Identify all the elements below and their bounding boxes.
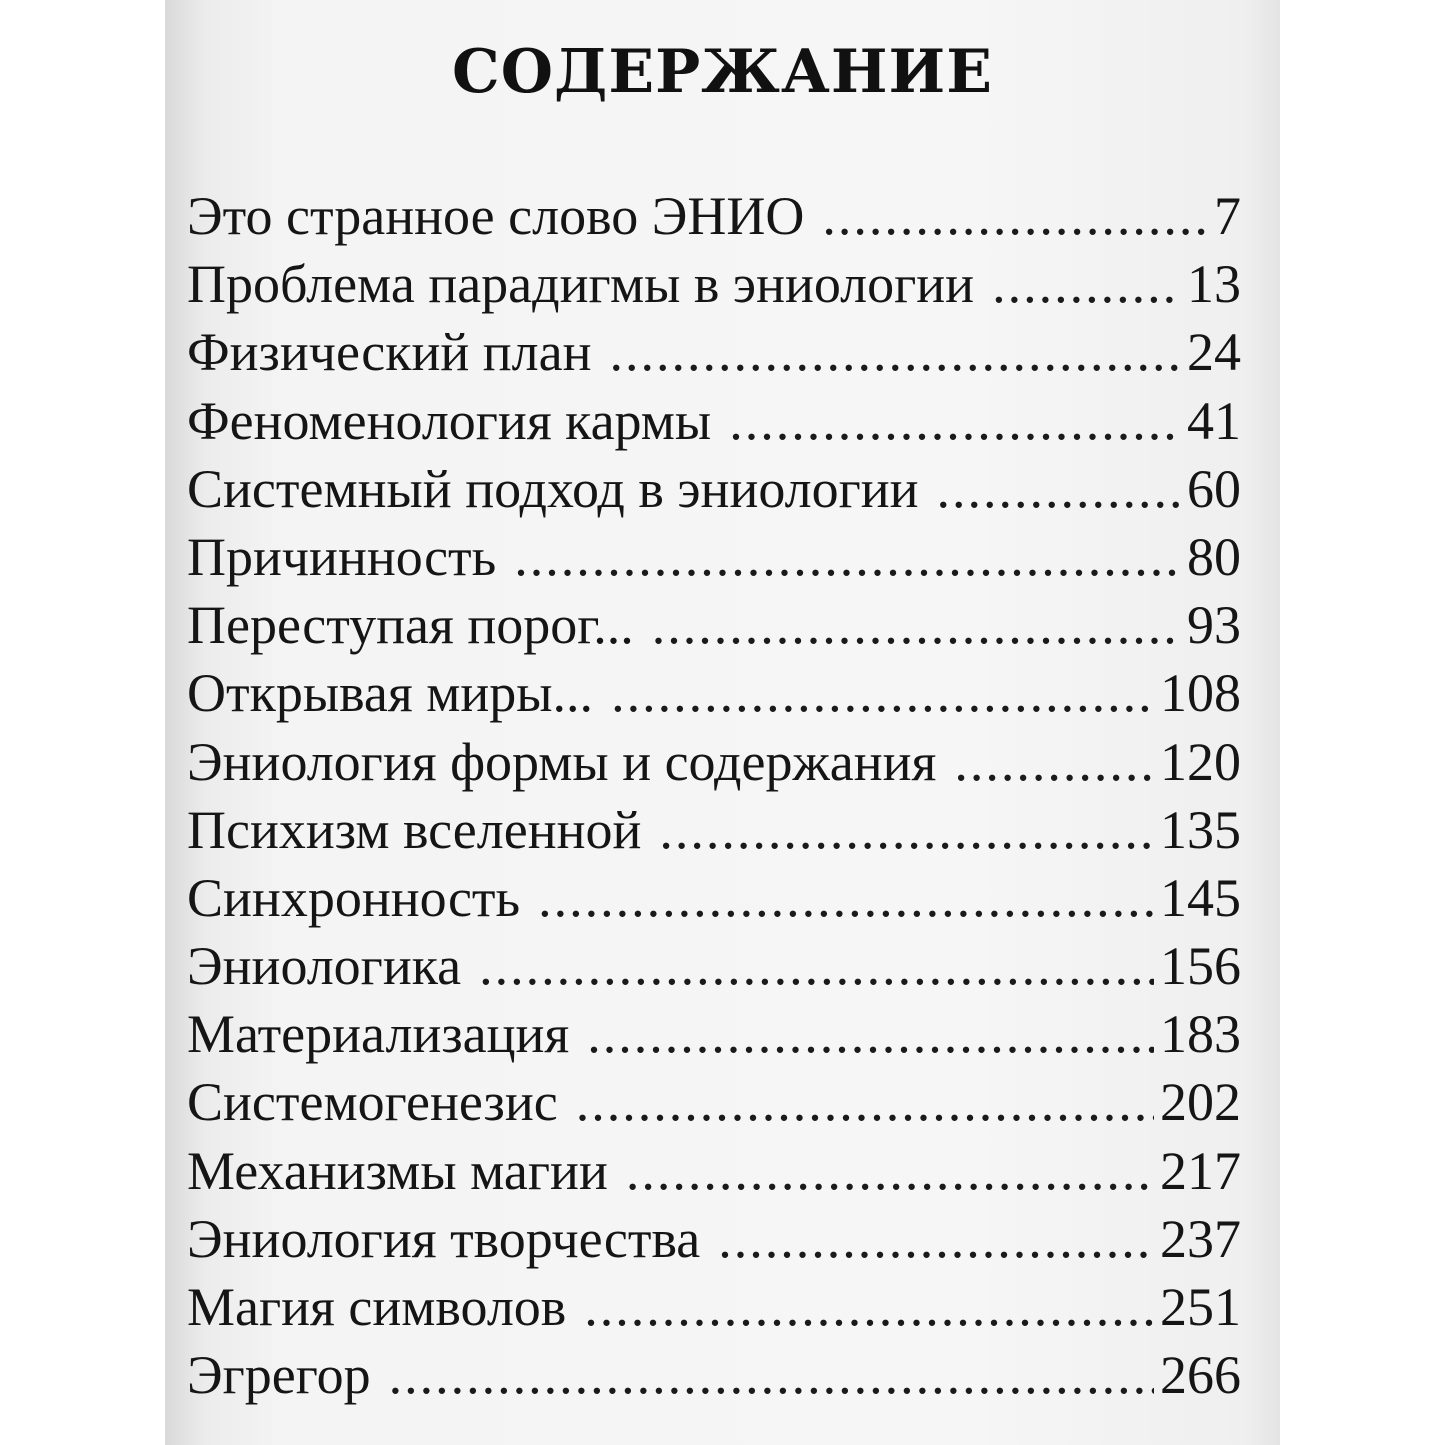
toc-entry-page: 41 xyxy=(1187,390,1241,451)
toc-entry xyxy=(187,1000,1241,1068)
toc-entry-title: Механизмы магии xyxy=(187,1140,608,1201)
toc-entry xyxy=(187,250,1241,318)
toc-entry-page: 183 xyxy=(1160,1004,1241,1065)
toc-entry-page: 217 xyxy=(1160,1140,1241,1201)
toc-dot-leader xyxy=(954,728,1154,796)
toc-dot-leader xyxy=(626,1137,1154,1205)
table-of-contents xyxy=(187,182,1241,1409)
toc-entry-page: 24 xyxy=(1187,322,1241,383)
toc-entry xyxy=(187,1273,1241,1341)
toc-dot-leader xyxy=(718,1205,1154,1273)
toc-entry-page: 60 xyxy=(1187,458,1241,519)
toc-entry-page: 93 xyxy=(1187,595,1241,656)
toc-entry-title: Магия символов xyxy=(187,1277,567,1337)
toc-entry-page: 145 xyxy=(1160,867,1241,928)
toc-entry xyxy=(187,318,1241,386)
toc-entry-title: Эниологика xyxy=(187,936,462,997)
toc-entry-page: 266 xyxy=(1160,1345,1241,1406)
toc-entry xyxy=(187,1137,1241,1205)
toc-entry-page: 237 xyxy=(1160,1208,1241,1269)
toc-entry xyxy=(187,796,1241,864)
toc-entry-title: Эниология творчества xyxy=(187,1208,701,1269)
toc-entry xyxy=(187,1205,1241,1273)
toc-entry-title: Материализация xyxy=(187,1004,570,1065)
toc-dot-leader xyxy=(652,591,1181,659)
toc-entry-title: Системогенезис xyxy=(187,1072,558,1133)
toc-entry-page: 135 xyxy=(1160,799,1241,860)
toc-entry xyxy=(187,1068,1241,1136)
toc-entry-title: Эниология формы и содержания xyxy=(187,731,937,792)
toc-entry-page: 108 xyxy=(1160,663,1241,724)
toc-entry xyxy=(187,387,1241,455)
toc-dot-leader xyxy=(729,387,1181,455)
toc-dot-leader xyxy=(822,182,1208,250)
toc-entry-title: Физический план xyxy=(187,322,592,383)
toc-entry-page: 251 xyxy=(1160,1277,1241,1337)
toc-entry xyxy=(187,1341,1241,1409)
toc-entry-page: 156 xyxy=(1160,936,1241,997)
toc-dot-leader xyxy=(584,1273,1154,1341)
toc-dot-leader xyxy=(576,1068,1154,1136)
toc-dot-leader xyxy=(587,1000,1154,1068)
toc-dot-leader xyxy=(538,864,1154,932)
toc-entry-title: Феноменология кармы xyxy=(187,390,712,451)
toc-dot-leader xyxy=(479,932,1154,1000)
toc-entry-title: Это странное слово ЭНИО xyxy=(187,186,805,246)
toc-dot-leader xyxy=(389,1341,1154,1409)
toc-dot-leader xyxy=(611,659,1154,727)
toc-entry xyxy=(187,523,1241,591)
toc-entry-title: Психизм вселенной xyxy=(187,799,642,860)
toc-entry-title: Причинность xyxy=(187,526,497,587)
toc-entry xyxy=(187,455,1241,523)
page-title: СОДЕРЖАНИЕ xyxy=(452,37,993,107)
toc-entry xyxy=(187,182,1241,250)
toc-entry xyxy=(187,864,1241,932)
toc-entry xyxy=(187,932,1241,1000)
toc-entry-page: 202 xyxy=(1160,1072,1241,1133)
toc-entry-page: 120 xyxy=(1160,731,1241,792)
toc-entry-page: 13 xyxy=(1187,254,1241,315)
toc-entry-title: Синхронность xyxy=(187,867,521,928)
toc-entry-title: Проблема парадигмы в эниологии xyxy=(187,254,975,315)
toc-dot-leader xyxy=(659,796,1154,864)
toc-entry-title: Переступая порог... xyxy=(187,595,634,656)
toc-entry xyxy=(187,591,1241,659)
toc-dot-leader xyxy=(992,250,1181,318)
toc-dot-leader xyxy=(514,523,1181,591)
toc-dot-leader xyxy=(937,455,1181,523)
toc-entry xyxy=(187,659,1241,727)
toc-entry-title: Эгрегор xyxy=(187,1345,371,1406)
book-page xyxy=(165,0,1280,1445)
toc-dot-leader xyxy=(609,318,1181,386)
toc-entry xyxy=(187,728,1241,796)
toc-entry-title: Открывая миры... xyxy=(187,663,594,724)
toc-entry-page: 80 xyxy=(1187,526,1241,587)
toc-entry-title: Системный подход в эниологии xyxy=(187,458,919,519)
toc-entry-page: 7 xyxy=(1214,186,1241,246)
